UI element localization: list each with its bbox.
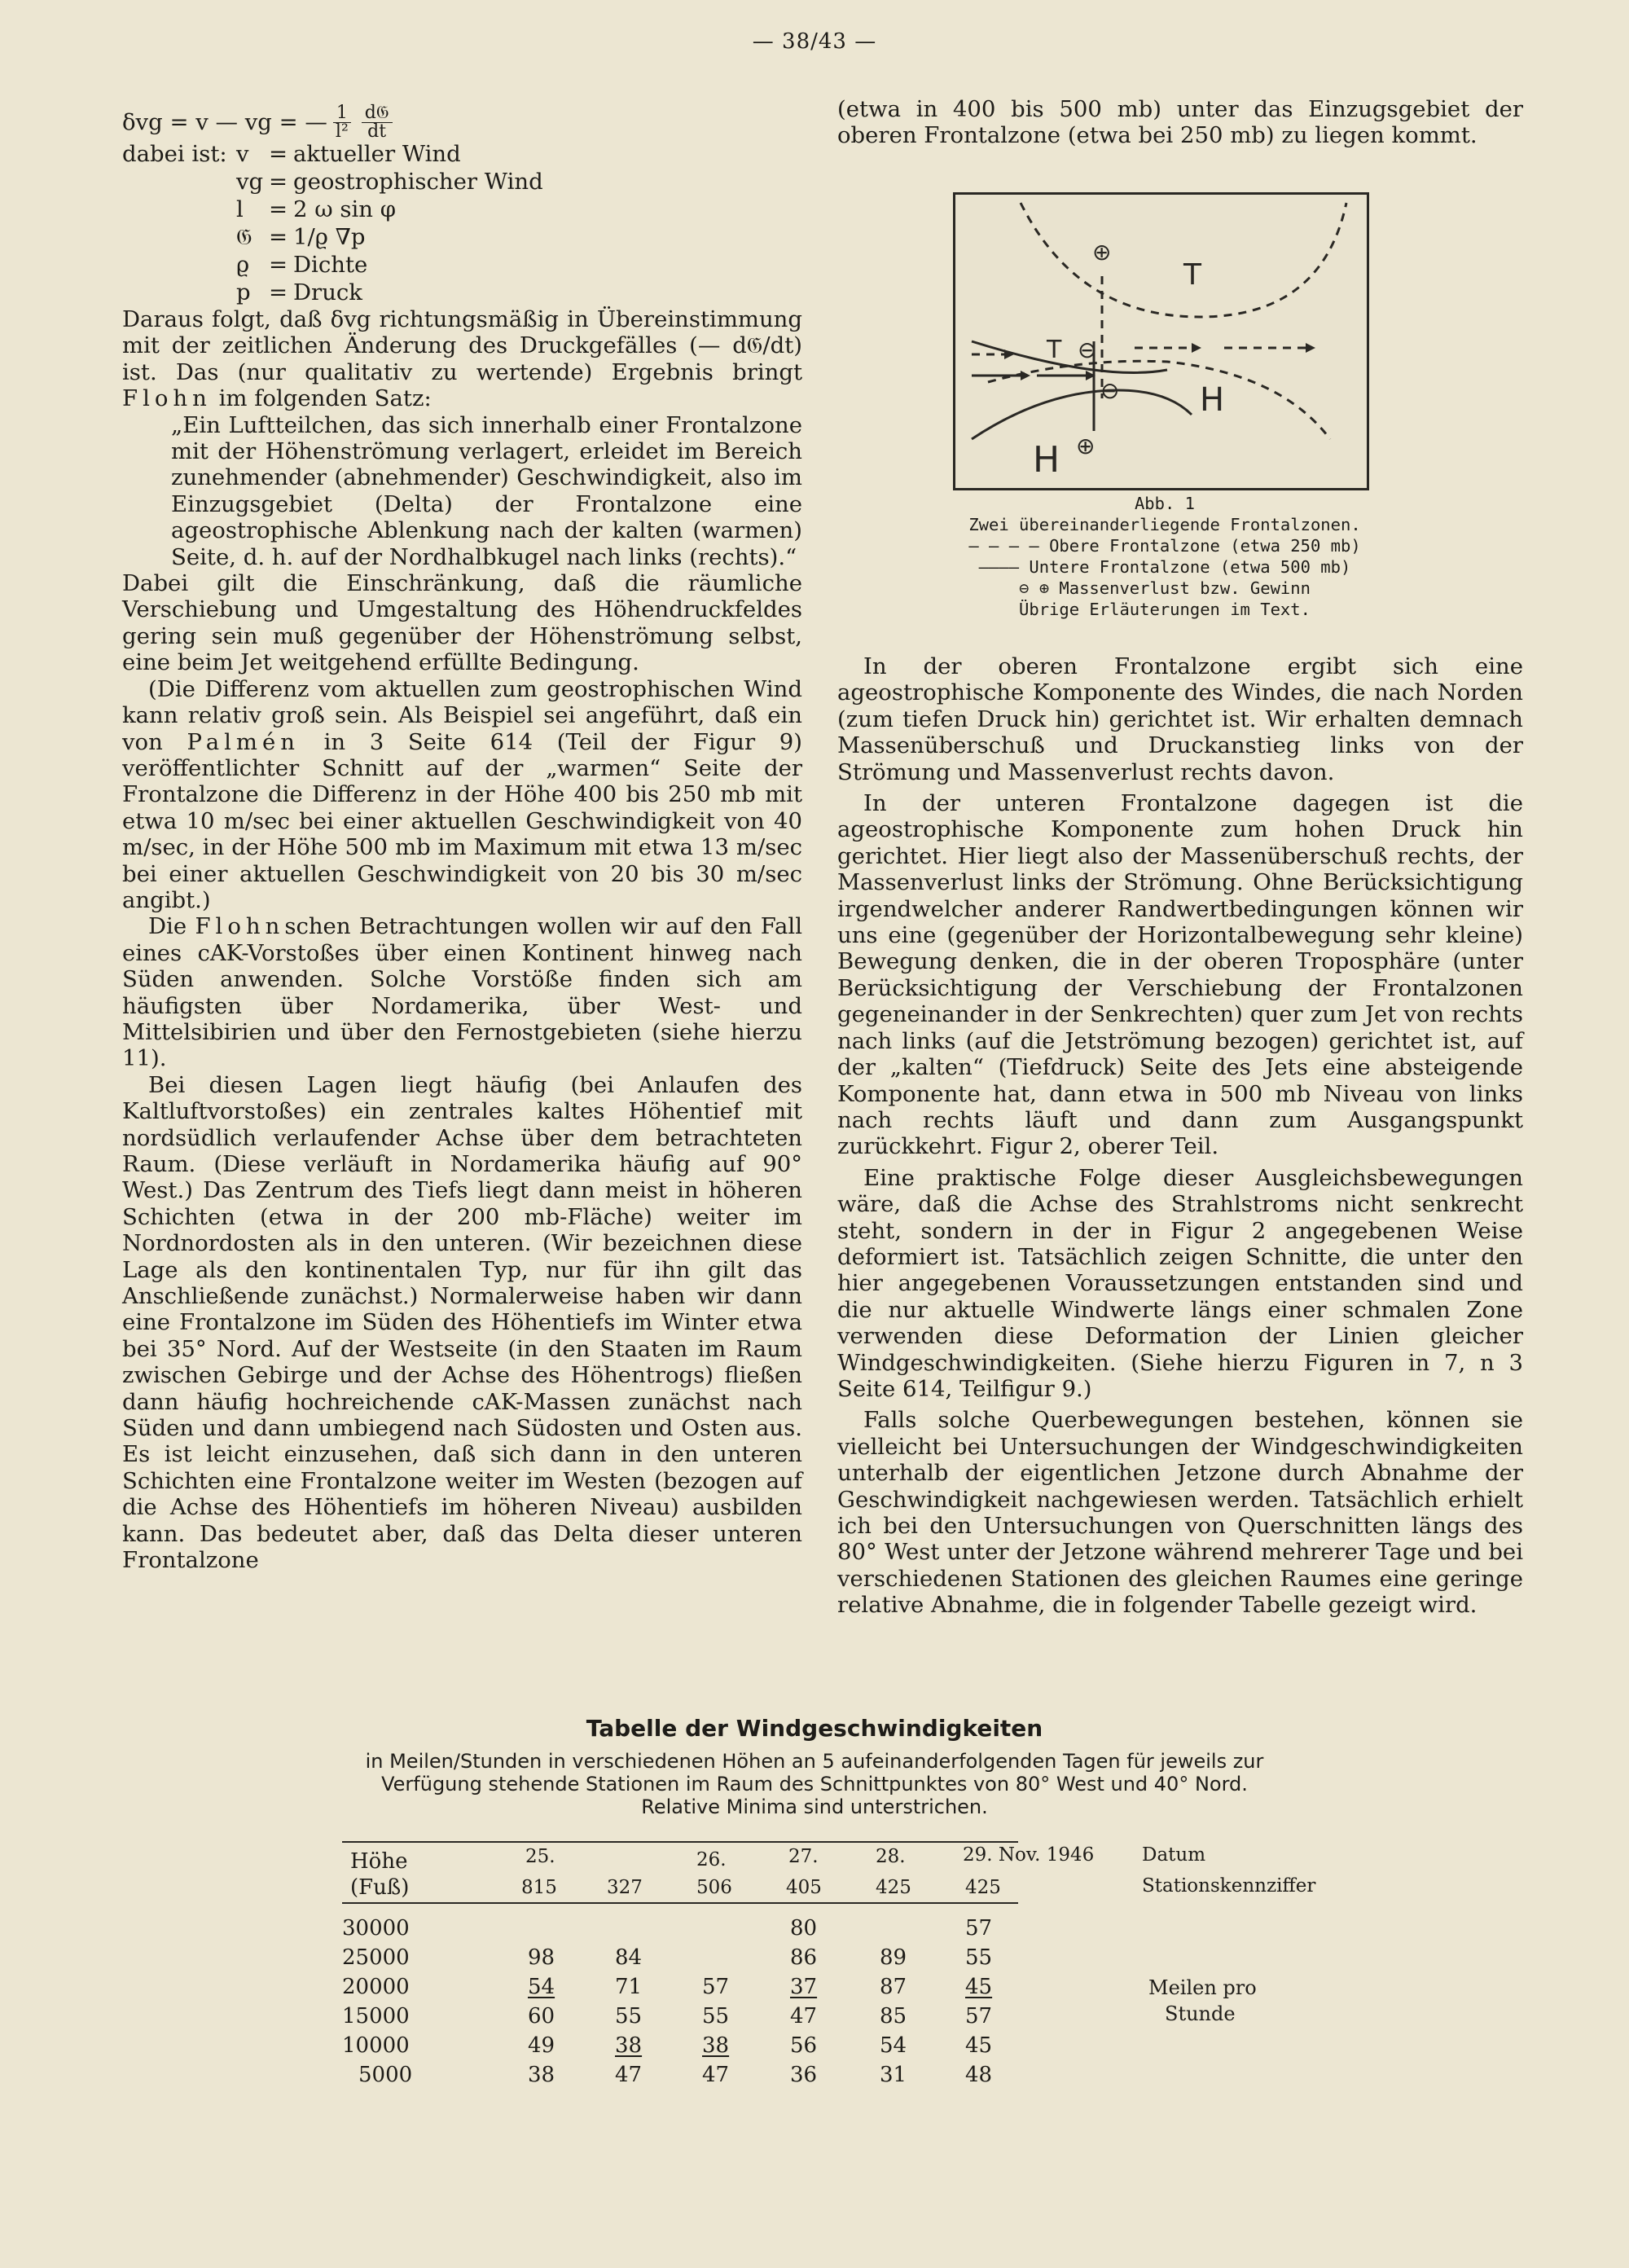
header-day: 26.: [696, 1849, 727, 1870]
def-description: Dichte: [293, 252, 368, 278]
def-description: 1/ϱ ∇p: [293, 224, 366, 250]
value-cell: 57: [702, 1975, 730, 1999]
definitions-intro: dabei ist:: [122, 141, 227, 167]
paragraph: In der oberen Frontalzone ergibt sich eine ageostrophische Komponente des Windes, die nach Norden (zum tiefen Druck hin) gerichtet ist. Wir erhalten demnach Massenüberschuß und Druckanstieg links von der Strömung und Massenverlust rechts davon.: [837, 653, 1523, 785]
header-fuss: (Fuß): [350, 1875, 410, 1900]
arrow-head: [1192, 343, 1201, 353]
def-symbol: vg: [236, 169, 264, 195]
paragraph: In der unteren Frontalzone dagegen ist die ageostrophische Komponente zum hohen Druck hin gerichtet. Hier liegt also der Massenüberschuß rechts, der Massenverlust links der Strömung. Ohne Berücksichtigung irgendwelcher anderer Randwertbedingungen können wir uns eine (gegenüber der Horizontalbewegung sehr kleine) Bewegung denken, die in der oberen Troposphäre (unter Berücksichtigung der Verschiebung der Frontalzonen gegeneinander in der Senkrechten) quer zum Jet von rechts nach links (auf die Jetströmung bezogen) gerichtet ist, auf der „kalten“ (Tiefdruck) Seite des Jets eine absteigende Komponente hat, dann etwa in 500 mb Niveau von links nach rechts läuft und dann zum Ausgangspunkt zurückkehrt. Figur 2, oberer Teil.: [837, 790, 1523, 1160]
author-name: Flohn: [195, 913, 285, 940]
height-cell: 5000: [358, 2063, 413, 2087]
value-cell: 38: [528, 2063, 555, 2087]
def-description: geostrophischer Wind: [293, 169, 543, 195]
value-cell: 86: [790, 1945, 818, 1970]
value-cell-minimum: 38: [702, 2033, 730, 2058]
value-cell: 48: [965, 2063, 993, 2087]
arrow-head: [1306, 343, 1315, 353]
formula-fraction: [332, 104, 352, 141]
caption-line: Übrige Erläuterungen im Text.: [1019, 600, 1311, 619]
value-cell: 71: [615, 1975, 643, 1999]
page-number: — 38/43 —: [752, 29, 877, 54]
station-id: 506: [696, 1877, 732, 1898]
station-id: 425: [876, 1877, 911, 1898]
station-id: 405: [786, 1877, 822, 1898]
value-cell: 56: [790, 2033, 818, 2058]
symbol-mass-loss: ⊖: [1078, 336, 1097, 363]
symbol-mass-gain: ⊕: [1092, 239, 1112, 266]
value-cell: 57: [965, 2004, 993, 2028]
paragraph: Daraus folgt, daß δvg richtungsmäßig in Übereinstimmung mit der zeitlichen Änderung des Druckgefälles (— d𝔊/dt) ist. Das (nur qualitativ zu wertende) Ergebnis bringt Flohn im folgenden Satz:: [122, 306, 802, 412]
label-T-upper: T: [1183, 258, 1201, 292]
table-rule: [342, 1902, 1018, 1904]
def-equals: =: [269, 141, 288, 167]
formula-derivative: [362, 104, 393, 141]
value-cell: 57: [965, 1916, 993, 1941]
value-cell: 47: [702, 2063, 730, 2087]
value-cell: 98: [528, 1945, 555, 1970]
arrow-head: [1021, 371, 1030, 380]
label-T-lower: T: [1047, 336, 1062, 364]
paragraph: (etwa in 400 bis 500 mb) unter das Einzugsgebiet der oberen Frontalzone (etwa bei 250 mb) zu liegen kommt.: [837, 96, 1523, 149]
paragraph: (Die Differenz vom aktuellen zum geostrophischen Wind kann relativ groß sein. Als Beispiel sei angeführt, daß ein von Palmén in 3 Seite 614 (Teil der Figur 9) veröffentlichter Schnitt auf der „warmen“ Seite der Frontalzone die Differenz in der Höhe 400 bis 250 mb mit etwa 10 m/sec bei einer aktuellen Geschwindigkeit von 40 m/sec, in der Höhe 500 mb im Maximum mit etwa 13 m/sec bei einer aktuellen Geschwindigkeit von 20 bis 30 m/sec angibt.): [122, 675, 802, 913]
value-cell: 36: [790, 2063, 818, 2087]
formula-lhs: δvg = v — vg = —: [122, 109, 327, 135]
value-cell: 49: [528, 2033, 555, 2058]
def-description: Druck: [293, 279, 362, 305]
wind-speed-table: [342, 1841, 1360, 2118]
formula-block: [122, 104, 802, 306]
height-cell: 10000: [342, 2033, 410, 2058]
formula-definitions: [122, 140, 802, 306]
value-cell: 45: [965, 2033, 993, 2058]
fraction-denominator: l²: [335, 121, 349, 142]
height-cell: 20000: [342, 1975, 410, 1999]
value-cell-minimum: 38: [615, 2033, 643, 2058]
def-symbol: 𝔊: [236, 224, 252, 250]
def-symbol: ϱ: [236, 252, 250, 278]
def-description: 2 ω sin φ: [293, 196, 397, 222]
def-description: aktueller Wind: [293, 141, 461, 167]
fraction-numerator: 1: [333, 104, 351, 123]
value-cell: 55: [965, 1945, 993, 1970]
label-H-right: H: [1200, 381, 1225, 419]
value-cell: 89: [880, 1945, 907, 1970]
value-cell: 87: [880, 1975, 907, 1999]
paragraph: Eine praktische Folge dieser Ausgleichsbewegungen wäre, daß die Achse des Strahlstroms nicht senkrecht steht, sondern in der in Figur 2 angegebenen Weise deformiert ist. Tatsächlich zeigen Schnitte, die unter den hier angegebenen Voraussetzungen entstanden sind und die nur aktuelle Windwerte längs einer schmalen Zone verwenden diese Deformation der Linien gleicher Windgeschwindigkeiten. (Siehe hierzu Figuren in 7, n 3 Seite 614, Teilfigur 9.): [837, 1164, 1523, 1402]
formula-main: [122, 104, 802, 140]
unit-label: Stunde: [1165, 2002, 1236, 2025]
height-cell: 25000: [342, 1945, 410, 1970]
value-cell: 47: [615, 2063, 643, 2087]
derivative-denominator: dt: [367, 121, 387, 142]
header-day: 25.: [525, 1846, 555, 1867]
station-id: 425: [965, 1877, 1001, 1898]
table-subtitle: in Meilen/Stunden in verschiedenen Höhen an 5 aufeinanderfolgenden Tagen für jeweils zur Verfügung stehende Stationen im Raum des Schnittpunktes von 80° West und 40° Nord. Relative Minima sind unterstrichen.: [365, 1750, 1264, 1818]
header-day: 28.: [876, 1846, 906, 1867]
height-cell: 15000: [342, 2004, 410, 2028]
header-hoehe: Höhe: [350, 1849, 408, 1874]
header-station: Stationskennziffer: [1142, 1875, 1316, 1897]
author-name: Flohn: [122, 385, 212, 412]
author-name: Palmén: [187, 728, 300, 755]
left-column: [122, 104, 802, 1574]
def-symbol: p: [236, 279, 251, 305]
station-id: 815: [521, 1877, 557, 1898]
figure-caption: [912, 493, 1417, 620]
def-symbol: l: [236, 196, 244, 222]
caption-line: ⊖ ⊕ Massenverlust bzw. Gewinn: [1019, 578, 1311, 598]
value-cell: 80: [790, 1916, 818, 1941]
def-equals: =: [269, 196, 288, 222]
value-cell-minimum: 54: [528, 1975, 555, 1999]
value-cell-minimum: 37: [790, 1975, 818, 1999]
value-cell: 85: [880, 2004, 907, 2028]
figure-drawing: [955, 195, 1367, 488]
right-column-top: [837, 96, 1523, 149]
table-title: Tabelle der Windgeschwindigkeiten: [586, 1715, 1043, 1742]
header-day: 27.: [788, 1846, 819, 1867]
def-equals: =: [269, 224, 288, 250]
header-datum: Datum: [1142, 1844, 1206, 1866]
value-cell: 55: [615, 2004, 643, 2028]
def-equals: =: [269, 169, 288, 195]
caption-line: ———— Untere Frontalzone (etwa 500 mb): [978, 557, 1351, 577]
upper-front-arc-lower: [988, 361, 1330, 439]
height-cell: 30000: [342, 1916, 410, 1941]
paragraph: Dabei gilt die Einschränkung, daß die räumliche Verschiebung und Umgestaltung des Höhendruckfeldes gering sein muß gegenüber der Höhenströmung selbst, eine beim Jet weitgehend erfüllte Bedingung.: [122, 570, 802, 676]
symbol-mass-gain: ⊕: [1076, 433, 1096, 459]
value-cell: 47: [790, 2004, 818, 2028]
table-rule: [342, 1841, 1018, 1843]
arrow-head: [1004, 349, 1014, 359]
caption-line: Zwei übereinanderliegende Frontalzonen.: [968, 515, 1361, 534]
caption-line: – – – – Obere Frontalzone (etwa 250 mb): [968, 536, 1361, 556]
value-cell: 84: [615, 1945, 643, 1970]
derivative-numerator: d𝔊: [362, 104, 393, 123]
figure-frontal-zones: [953, 192, 1369, 490]
value-cell: 55: [702, 2004, 730, 2028]
value-cell: 60: [528, 2004, 555, 2028]
def-symbol: v: [236, 141, 249, 167]
symbol-mass-loss: ⊖: [1100, 377, 1120, 404]
paragraph: Falls solche Querbewegungen bestehen, können sie vielleicht bei Untersuchungen der Windgeschwindigkeiten unterhalb der eigentlichen Jetzone durch Abnahme der Geschwindigkeit nachgewiesen werden. Tatsächlich erhielt ich bei den Untersuchungen von Querschnitten längs des 80° West unter der Jetzone während mehrerer Tage und bei verschiedenen Stationen des gleichen Raumes eine geringe relative Abnahme, die in folgender Tabelle gezeigt wird.: [837, 1407, 1523, 1619]
header-day: 29. Nov. 1946: [963, 1844, 1095, 1866]
value-cell: 54: [880, 2033, 907, 2058]
station-id: 327: [607, 1877, 643, 1898]
lower-front-arc: [972, 341, 1167, 372]
quotation: „Ein Luftteilchen, das sich innerhalb einer Frontalzone mit der Höhenströmung verlagert, erleidet im Bereich zunehmender (abnehmender) Geschwindigkeit, also im Einzugsgebiet (Delta) der Frontalzone eine ageostrophische Ablenkung nach der kalten (warmen) Seite, d. h. auf der Nordhalbkugel nach links (rechts).“: [171, 411, 802, 570]
paragraph: Bei diesen Lagen liegt häufig (bei Anlaufen des Kaltluftvorstoßes) ein zentrales kaltes Höhentief mit nordsüdlich verlaufender Achse über dem betrachteten Raum. (Diese verläuft in Nordamerika häufig auf 90° West.) Das Zentrum des Tiefs liegt dann meist in höheren Schichten (etwa in der 200 mb-Fläche) weiter im Nordnordosten als in den unteren. (Wir bezeichnen diese Lage als den kontinentalen Typ, nur für ihn gilt das Anschließende zunächst.) Normalerweise haben wir dann eine Frontalzone im Süden des Höhentiefs im Winter etwa bei 35° Nord. Auf der Westseite (in den Staaten im Raum zwischen Gebirge und der Achse des Höhentrogs) fließen dann häufig hochreichende cAK-Massen zunächst nach Süden und dann umbiegend nach Südosten und Osten aus. Es ist leicht einzusehen, daß sich dann in den unteren Schichten eine Frontalzone weiter im Westen (bezogen auf die Achse des Höhentiefs im höheren Niveau) ausbilden kann. Das bedeutet aber, daß das Delta dieser unteren Frontalzone: [122, 1071, 802, 1574]
value-cell: 31: [880, 2063, 907, 2087]
caption-line: Abb. 1: [1134, 494, 1196, 513]
def-equals: =: [269, 252, 288, 278]
value-cell-minimum: 45: [965, 1975, 993, 1999]
right-column: [837, 653, 1523, 1619]
lower-front-arc-bottom: [972, 390, 1192, 439]
def-equals: =: [269, 279, 288, 305]
paragraph: Die Flohnschen Betrachtungen wollen wir auf den Fall eines cAK-Vorstoßes über einen Kontinent hinweg nach Süden anwenden. Solche Vorstöße finden sich am häufigsten über Nordamerika, über West- und Mittelsibirien und über den Fernostgebieten (siehe hierzu 11).: [122, 913, 802, 1072]
unit-label: Meilen pro: [1148, 1976, 1257, 1999]
label-H-lower: H: [1033, 439, 1060, 481]
